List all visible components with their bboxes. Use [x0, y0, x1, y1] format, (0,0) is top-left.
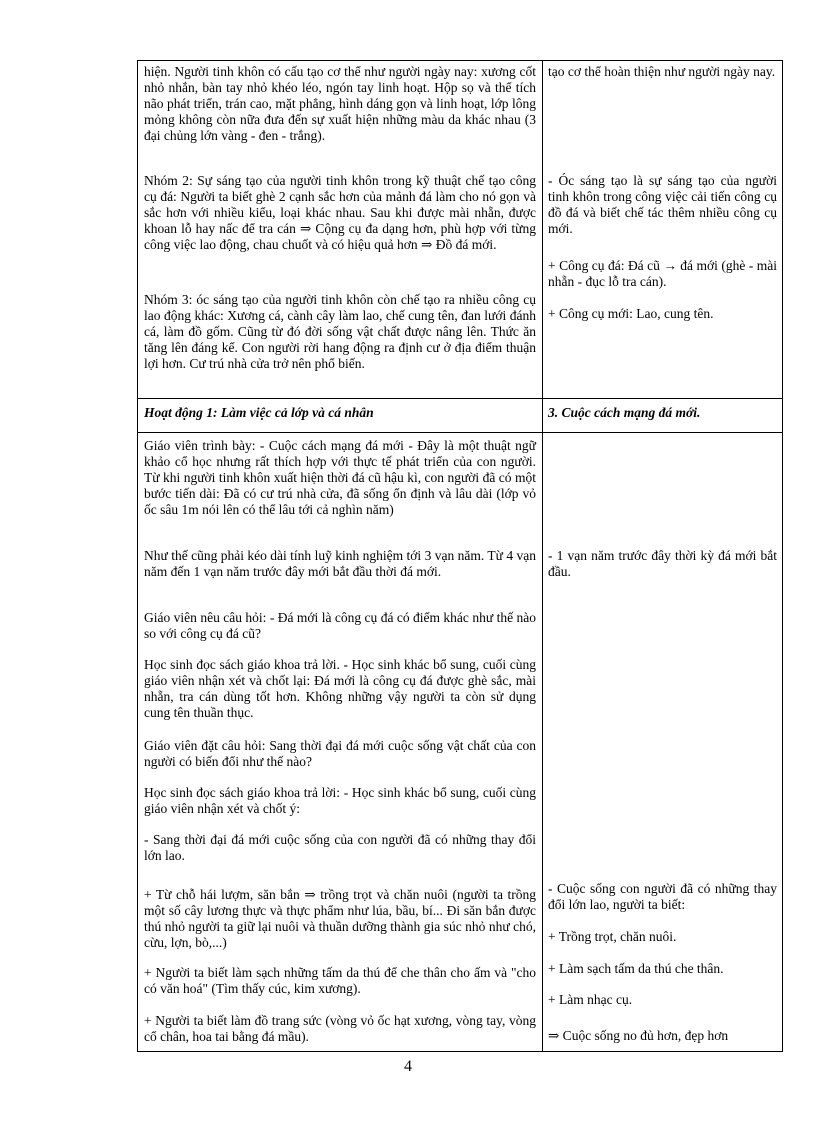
left-paragraph-12: + Người ta biết làm sạch những tấm da thú để che thân cho ấm và "cho có văn hoá" (Tìm thấy cúc, kim xương).: [144, 965, 536, 996]
content-table: [137, 60, 783, 1052]
row-divider-2: [138, 432, 782, 433]
left-paragraph-1: hiện. Người tinh khôn có cấu tạo cơ thể như người ngày nay: xương cốt nhỏ nhắn, bàn tay nhỏ khéo léo, ngón tay linh hoạt. Hộp sọ và thể tích não phát triển, trán cao, mặt phẳng, hình dáng gọn và linh hoạt, lớp lông mỏng không còn nữa đưa đến sự xuất hiện những màu da khác nhau (3 đại chủng lớn vàng - đen - trắng).: [144, 64, 536, 143]
left-paragraph-11: + Từ chỗ hái lượm, săn bắn ⇒ trồng trọt và chăn nuôi (người ta trồng một số cây lương thực và thực phẩm như lúa, bầu, bí... Đi săn bắn được thú nhỏ người ta giữ lại nuôi và thuần dưỡng thành gia súc nhỏ như chó, cừu, lợn, bò,...): [144, 887, 536, 950]
left-paragraph-6: Giáo viên nêu câu hỏi: - Đá mới là công cụ đá có điểm khác như thế nào so với công cụ đá cũ?: [144, 610, 536, 641]
right-paragraph-7: + Trồng trọt, chăn nuôi.: [548, 929, 677, 944]
right-paragraph-8: + Làm sạch tấm da thú che thân.: [548, 961, 724, 976]
section-heading: 3. Cuộc cách mạng đá mới.: [548, 405, 701, 420]
left-paragraph-3: Nhóm 3: óc sáng tạo của người tinh khôn còn chế tạo ra nhiều công cụ lao động khác: Xương cá, cành cây làm lao, chế cung tên, đan lưới đánh cá, làm đồ gốm. Cũng từ đó đời sống vật chất được nâng lên. Thức ăn tăng lên đáng kể. Con người rời hang động ra định cư ở địa điểm thuận lợi hơn. Cư trú nhà cửa trở nên phổ biến.: [144, 292, 536, 371]
left-paragraph-5: Như thế cũng phải kéo dài tính luỹ kinh nghiệm tới 3 vạn năm. Từ 4 vạn năm đến 1 vạn năm trước đây mới bắt đầu thời đá mới.: [144, 548, 536, 579]
right-paragraph-6: - Cuộc sống con người đã có những thay đổi lớn lao, người ta biết:: [548, 881, 777, 912]
row-divider-1: [138, 398, 782, 399]
left-paragraph-4: Giáo viên trình bày: - Cuộc cách mạng đá mới - Đây là một thuật ngữ khảo cổ học nhưng rất thích hợp với thực tế phát triển của con người. Từ khi người tinh khôn xuất hiện thời đá cũ hậu kì, con người đã có một bước tiến dài: Đã có cư trú nhà cửa, đã sống ổn định và lâu dài (lớp vỏ ốc sâu 1m nói lên có thể lâu tới cả nghìn năm): [144, 438, 536, 517]
column-divider: [542, 61, 543, 1051]
left-paragraph-8: Giáo viên đặt câu hỏi: Sang thời đại đá mới cuộc sống vật chất của con người có biến đổi như thế nào?: [144, 738, 536, 769]
right-paragraph-2: - Óc sáng tạo là sự sáng tạo của người tinh khôn trong công việc cải tiến công cụ đồ đá và biết chế tác thêm nhiều công cụ mới.: [548, 173, 777, 236]
left-paragraph-10: - Sang thời đại đá mới cuộc sống của con người đã có những thay đổi lớn lao.: [144, 832, 536, 863]
left-paragraph-13: + Người ta biết làm đồ trang sức (vòng vỏ ốc hạt xương, vòng tay, vòng cổ chân, hoa tai bằng đá mầu).: [144, 1013, 536, 1044]
right-paragraph-9: + Làm nhạc cụ.: [548, 992, 633, 1007]
page-number: 4: [404, 1058, 412, 1075]
right-paragraph-3: + Công cụ đá: Đá cũ → đá mới (ghè - mài nhẵn - đục lỗ tra cán).: [548, 258, 777, 289]
left-paragraph-9: Học sinh đọc sách giáo khoa trả lời: - Học sinh khác bổ sung, cuối cùng giáo viên nhận xét và chốt ý:: [144, 785, 536, 816]
left-paragraph-2: Nhóm 2: Sự sáng tạo của người tinh khôn trong kỹ thuật chế tạo công cụ đá: Người ta biết ghè 2 cạnh sắc hơn của mảnh đá làm cho nó gọn và sắc hơn với nhiều kiểu, loại khác nhau. Sau khi được mài nhẵn, được khoan lỗ hay nấc để tra cán ⇒ Cộng cụ đa dạng hơn, phù hợp với từng công việc lao động, chau chuốt và có hiệu quả hơn ⇒ Đồ đá mới.: [144, 173, 536, 252]
right-paragraph-4: + Công cụ mới: Lao, cung tên.: [548, 306, 714, 321]
right-paragraph-5: - 1 vạn năm trước đây thời kỳ đá mới bắt đầu.: [548, 548, 777, 579]
activity-heading: Hoạt động 1: Làm việc cả lớp và cá nhân: [144, 405, 374, 420]
right-paragraph-10: ⇒ Cuộc sống no đủ hơn, đẹp hơn: [548, 1028, 729, 1043]
right-paragraph-1: tạo cơ thể hoàn thiện như người ngày nay.: [548, 64, 776, 79]
left-paragraph-7: Học sinh đọc sách giáo khoa trả lời. - Học sinh khác bổ sung, cuối cùng giáo viên nhận xét và chốt lại: Đá mới là công cụ đá được ghè sắc, mài nhẵn, tra cán dùng tốt hơn. Không những vậy người ta còn sử dụng cung tên thuần thục.: [144, 657, 536, 720]
